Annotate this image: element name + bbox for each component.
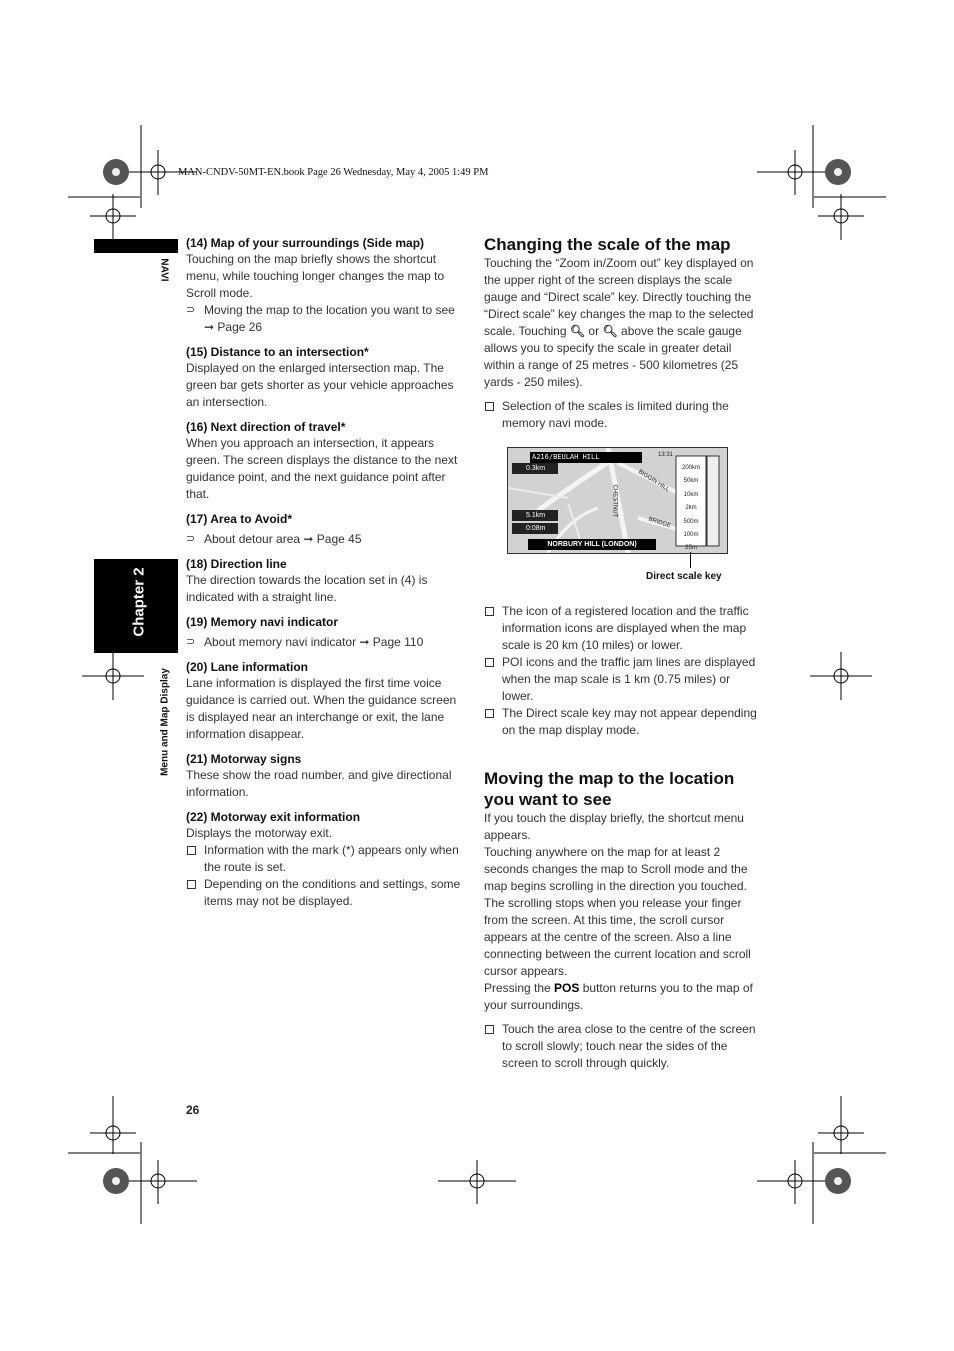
moving-body-2: Touching anywhere on the map for at least 2 seconds changes the map to Scroll mode and the map begins scrolling in the direction you touched. The scrolling stops when you release your finger from the screen. At this time, the scroll cursor appears at the centre of the screen. Also a line connecting between the current location and scroll cursor appears. [484,845,751,978]
note-direct-scale: The Direct scale key may not appear depending on the map display mode. [484,705,759,739]
note-poi-icons: POI icons and the traffic jam lines are displayed when the map scale is 1 km (0.75 miles) or lower. [484,654,759,705]
scale-key[interactable]: 50km [683,478,699,485]
section-17 [186,512,462,548]
side-section-title: Menu and Map Display [159,668,171,776]
note-asterisk: Information with the mark (*) appears only when the route is set. [186,842,462,876]
moving-body-3 [484,980,759,1014]
heading-19: (19) Memory navi indicator [186,615,339,629]
note-registered-icons: The icon of a registered location and the traffic information icons are displayed when the map scale is 20 km (10 miles) or lower. [484,603,759,654]
file-header: MAN-CNDV-50MT-EN.book Page 26 Wednesday, May 4, 2005 1:49 PM [178,167,489,178]
section-21 [186,752,462,801]
body-16: When you approach an intersection, it appears green. The screen displays the distance to the next guidance point, and the next guidance point after that. [186,436,458,501]
heading-21: (21) Motorway signs [186,752,302,766]
moving-body-1: If you touch the display briefly, the shortcut menu appears. [484,811,744,842]
ref-14: ⊃ Moving the map to the location you want to see ➞ Page 26 [186,302,462,336]
chapter-label: Chapter 2 [130,567,148,637]
map-dist1: 0.3km [512,463,558,474]
map-bottom-label: NORBURY HILL (LONDON) [528,539,656,550]
heading-16: (16) Next direction of travel* [186,420,346,434]
map-street1: BIGGIN HILL [637,469,671,493]
page-number: 26 [186,1103,200,1117]
navi-tab-label: NAVI [158,258,170,282]
section-22 [186,810,462,910]
scale-key[interactable]: 200km [681,465,700,471]
map-street2: BRIDGE [647,516,672,530]
map-time: 0:08m [512,523,558,534]
zoom-out-icon: 🔍︎ [569,324,586,338]
scale-key[interactable]: 25m [685,545,697,552]
map-screenshot [507,447,728,554]
ref-17: ⊃ About detour area ➞ Page 45 [186,531,462,548]
caption-leader-line [690,552,691,568]
zoom-in-icon: 🔍︎ [602,324,618,338]
map-scale-keys[interactable] [679,462,703,554]
scale-section [484,234,759,432]
section-14 [186,236,462,336]
note-scroll-speed: Touch the area close to the centre of the screen to scroll slowly; touch near the sides of the screen to scroll through quickly. [484,1021,759,1072]
heading-20: (20) Lane information [186,660,309,674]
body-22: Displays the motorway exit. [186,826,333,840]
moving-body-3b: button returns you to the map of your surroundings. [484,981,753,1012]
moving-body-3a: Pressing the [484,981,551,995]
direct-scale-caption: Direct scale key [646,571,722,582]
section-16 [186,420,462,503]
scale-heading: Changing the scale of the map [484,235,731,254]
section-15 [186,345,462,411]
scale-body-b: above the scale gauge allows you to specify the scale in greater detail within a range of 25 metres - 500 kilometres (25 yards - 250 miles). [484,324,742,389]
scale-key[interactable]: 100m [683,532,699,539]
left-column [186,236,462,919]
section-20 [186,660,462,743]
moving-section [484,768,759,1072]
map-dist2: 5.1km [512,510,558,521]
heading-14: (14) Map of your surroundings (Side map) [186,236,425,250]
scale-notes [484,603,759,739]
ref-19: ⊃ About memory navi indicator ➞ Page 110 [186,634,462,651]
map-road-name: A216/BEULAH HILL [530,452,642,463]
pos-button-label: POS [554,981,580,995]
body-20: Lane information is displayed the first time voice guidance is carried out. When the guidance screen is displayed near an interchange or exit, the lane information disappear. [186,676,457,741]
scale-key[interactable]: 2km [685,505,697,512]
note-conditions: Depending on the conditions and settings, some items may not be displayed. [186,876,462,910]
body-15: Displayed on the enlarged intersection map. The green bar gets shorter as your vehicle approaches an intersection. [186,361,454,409]
section-18 [186,557,462,606]
map-clock: 13:31 [658,452,674,458]
heading-18: (18) Direction line [186,557,287,571]
scale-key[interactable]: 500m [683,518,699,525]
scale-body-a: Touching the “Zoom in/Zoom out” key displayed on the upper right of the screen displays the scale gauge and “Direct scale” key. Directly touching the “Direct scale” key changes the map to the selected scale. Touching [484,256,754,338]
note-memory-navi: Selection of the scales is limited during the memory navi mode. [484,398,759,432]
moving-heading: Moving the map to the location you want to see [484,769,735,809]
scale-body-or: or [588,324,600,338]
body-14: Touching on the map briefly shows the shortcut menu, while touching longer changes the map to Scroll mode. [186,252,445,300]
section-19 [186,615,462,651]
scale-key[interactable]: 10km [683,491,699,498]
heading-22: (22) Motorway exit information [186,810,361,824]
map-street3: CHESTNUT [611,484,618,518]
heading-15: (15) Distance to an intersection* [186,345,369,359]
heading-17: (17) Area to Avoid* [186,512,293,526]
body-18: The direction towards the location set in (4) is indicated with a straight line. [186,573,428,604]
navi-tab-bar [94,239,178,253]
scale-body [484,255,759,391]
body-21: These show the road number. and give directional information. [186,768,452,799]
